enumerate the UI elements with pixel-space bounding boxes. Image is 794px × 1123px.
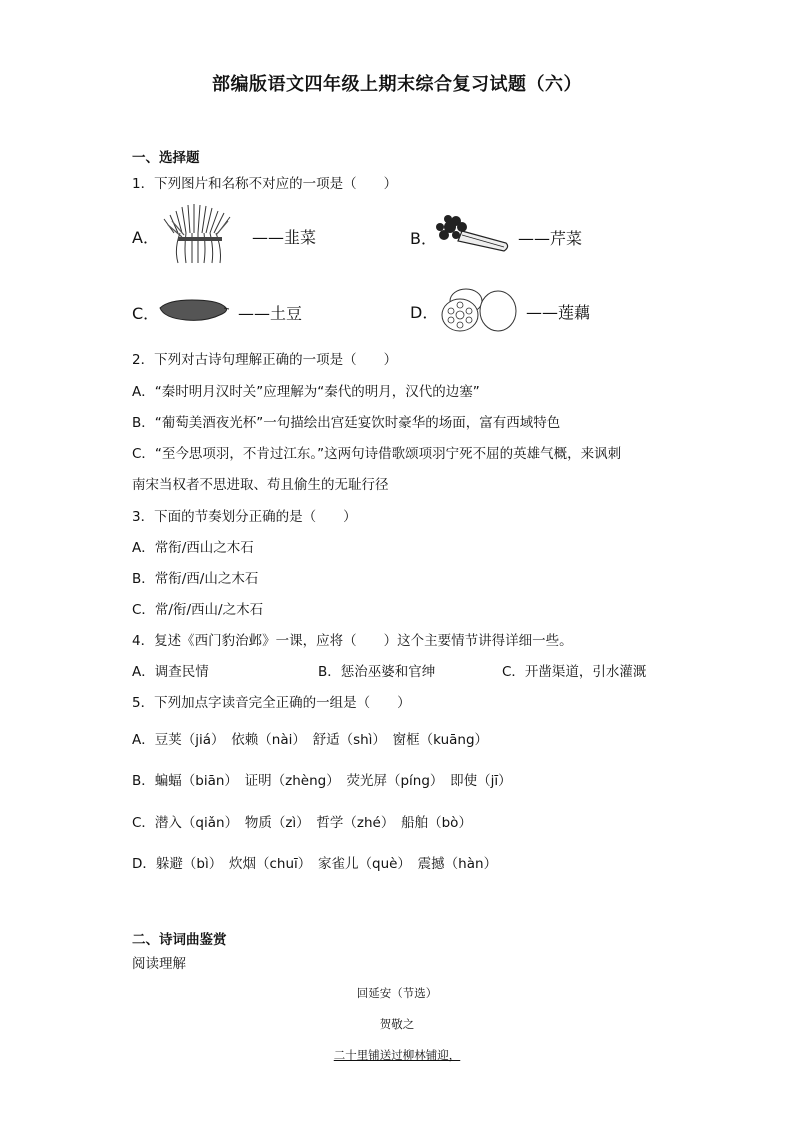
question-1-stem: 1．下列图片和名称不对应的一项是（ ） [132,176,398,192]
poem-title: 回延安（节选） [356,986,438,1000]
leek-bundle-icon [158,203,244,269]
section-heading-poetry: 二、诗词曲鉴赏 [132,932,227,948]
option-1a[interactable] [132,203,316,269]
question-3-option-a[interactable]: A．常衔/西山之木石 [132,540,254,556]
question-4-stem: 4．复述《西门豹治邺》一课，应将（ ）这个主要情节讲得详细一些。 [132,633,573,649]
question-5-option-d[interactable]: D．躲避（bì） 炊烟（chuī） 家雀儿（què） 震撼（hàn） [132,856,498,872]
question-2-option-a[interactable]: A．“秦时明月汉时关”应理解为“秦代的明月，汉代的边塞” [132,384,480,400]
question-2-option-b[interactable]: B．“葡萄美酒夜光杯”一句描绘出宫廷宴饮时豪华的场面，富有西域特色 [132,415,561,431]
option-label: ——土豆 [238,303,303,323]
option-letter: B． [410,228,437,248]
option-letter: D． [410,302,439,322]
poem-line-1: 二十里铺送过柳林铺迎， [333,1048,461,1062]
question-3-stem: 3．下面的节奏划分正确的是（ ） [132,509,357,525]
question-5-option-a[interactable]: A．豆荚（jiá） 依赖（nài） 舒适（shì） 窗框（kuāng） [132,732,489,748]
option-label: ——芹菜 [518,228,583,248]
question-5-option-b[interactable]: B．蝙蝠（biān） 证明（zhèng） 荧光屏（píng） 即使（jī） [132,773,512,789]
option-1d[interactable] [410,285,590,337]
question-5-stem: 5．下列加点字读音完全正确的一组是（ ） [132,695,411,711]
lotus-root-icon [436,285,518,337]
poem-author: 贺敬之 [379,1017,415,1031]
question-2-option-c-cont: 南宋当权者不思进取、苟且偷生的无耻行径 [132,477,389,493]
celery-icon [436,213,510,261]
question-3-option-b[interactable]: B．常衔/西/山之木石 [132,571,259,587]
question-3-option-c[interactable]: C．常/衔/西山/之木石 [132,602,264,618]
option-label: ——韭菜 [252,227,317,247]
question-5-option-c[interactable]: C．潜入（qiǎn） 物质（zì） 哲学（zhé） 船舶（bò） [132,815,472,831]
section-heading-choice: 一、选择题 [132,150,200,166]
question-4-option-c[interactable]: C．开凿渠道，引水灌溉 [502,664,647,680]
option-letter: A． [132,227,159,247]
option-label: ——莲藕 [526,302,591,322]
question-2-stem: 2．下列对古诗句理解正确的一项是（ ） [132,352,398,368]
option-letter: C． [132,303,160,323]
option-1b[interactable] [410,213,582,261]
page-title: 部编版语文四年级上期末综合复习试题（六） [212,74,582,95]
question-4-option-b[interactable]: B．惩治巫婆和官绅 [318,664,436,680]
option-1c[interactable] [132,296,302,328]
reading-label: 阅读理解 [132,956,186,972]
question-4-option-a[interactable]: A．调查民情 [132,664,209,680]
sweet-potato-icon [158,296,230,328]
question-2-option-c[interactable]: C．“至今思项羽，不肯过江东。”这两句诗借歌颂项羽宁死不屈的英雄气概，来讽刺 [132,446,622,462]
